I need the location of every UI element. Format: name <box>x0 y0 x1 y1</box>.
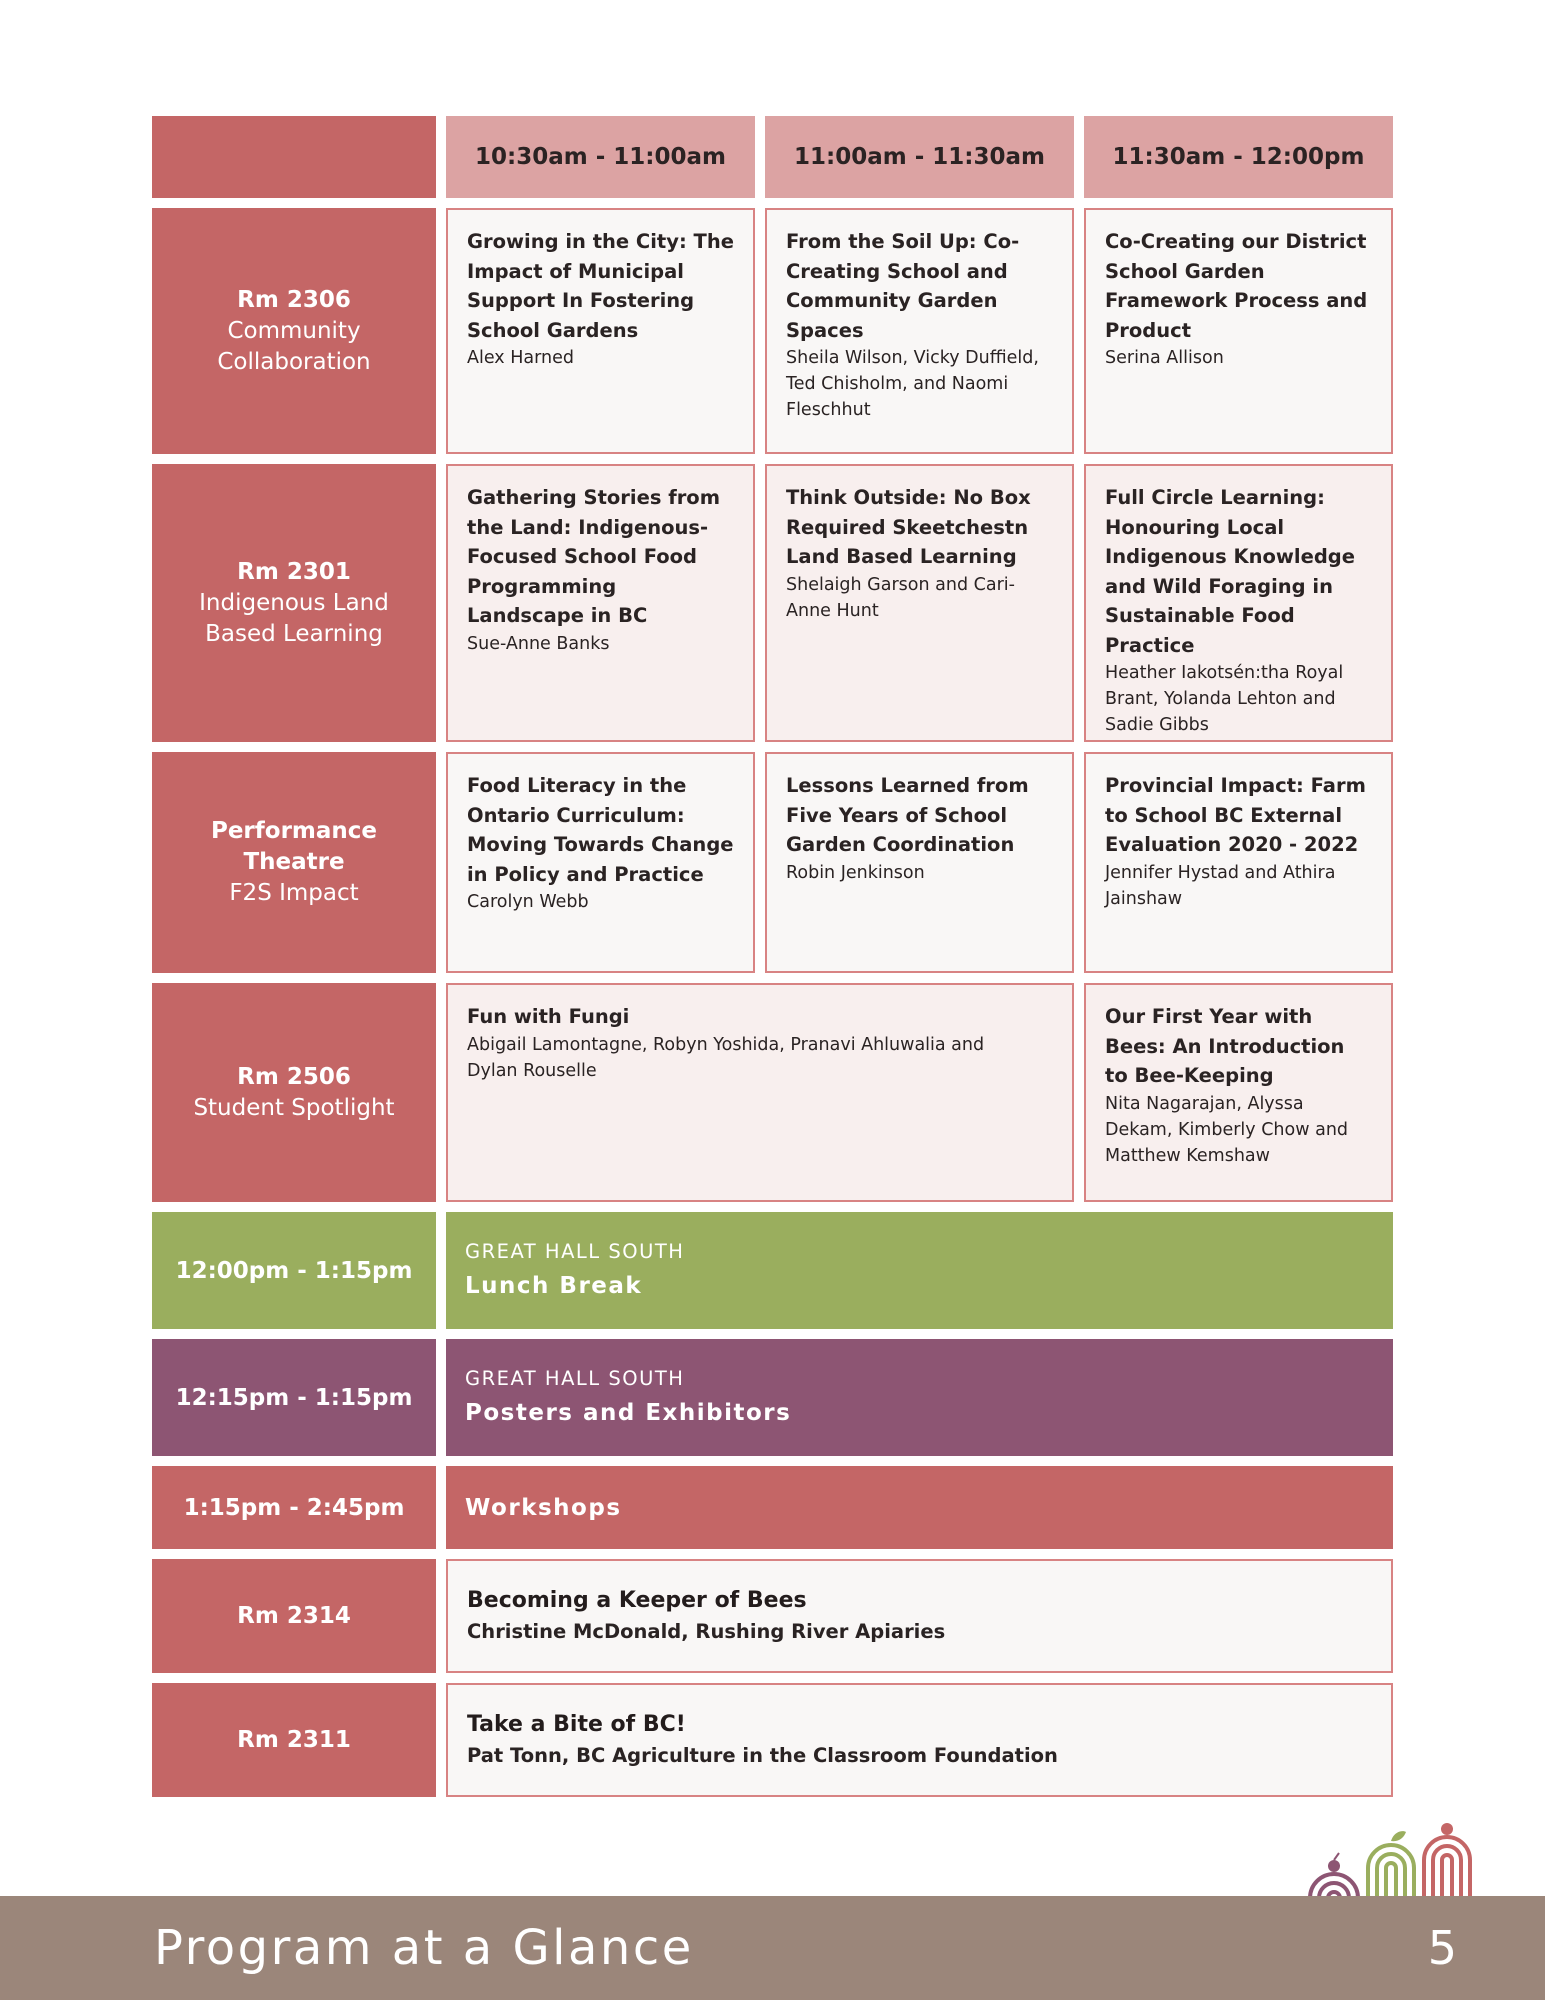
session-cell <box>446 983 1074 1202</box>
session-title: Food Literacy in the Ontario Curriculum: Moving Towards Change in Policy and Practice <box>467 774 734 886</box>
session-title: Co-Creating our District School Garden Framework Process and Product <box>1105 230 1368 342</box>
session-title: From the Soil Up: Co-Creating School and Community Garden Spaces <box>786 230 1020 342</box>
session-cell <box>1084 983 1393 1202</box>
room-label <box>152 464 436 742</box>
room-code: Rm 2311 <box>237 1726 351 1753</box>
room-track: Based Learning <box>205 620 383 647</box>
page-number: 5 <box>1427 1921 1457 1975</box>
page-footer <box>0 1896 1545 2000</box>
program-grid <box>152 116 1393 1797</box>
room-code: Rm 2306 <box>237 286 351 313</box>
workshop-cell <box>446 1683 1393 1797</box>
room-code: Rm 2314 <box>237 1602 351 1629</box>
workshop-presenter: Christine McDonald, Rushing River Apiaries <box>467 1620 946 1643</box>
posters-time: 12:15pm - 1:15pm <box>152 1339 436 1456</box>
session-cell <box>1084 464 1393 742</box>
session-speakers: Carolyn Webb <box>467 892 589 912</box>
session-title: Provincial Impact: Farm to School BC External Evaluation 2020 - 2022 <box>1105 774 1366 856</box>
room-label <box>152 1559 436 1673</box>
lunch-location: GREAT HALL SOUTH <box>465 1239 685 1263</box>
workshops-time: 1:15pm - 2:45pm <box>152 1466 436 1549</box>
room-label <box>152 1683 436 1797</box>
workshop-title: Becoming a Keeper of Bees <box>467 1588 807 1613</box>
header-corner-cell <box>152 116 436 198</box>
session-speakers: Sheila Wilson, Vicky Duffield, Ted Chisholm, and Naomi Fleschhut <box>786 348 1039 420</box>
posters-band <box>446 1339 1393 1456</box>
session-speakers: Robin Jenkinson <box>786 862 925 883</box>
lunch-title: Lunch Break <box>465 1272 643 1299</box>
room-label <box>152 208 436 454</box>
time-slot-header: 11:30am - 12:00pm <box>1084 116 1393 198</box>
time-slot-header: 11:00am - 11:30am <box>765 116 1074 198</box>
room-code: Performance <box>210 818 378 844</box>
session-speakers: Alex Harned <box>467 348 574 368</box>
session-cell <box>765 208 1074 454</box>
session-cell <box>765 464 1074 742</box>
session-title: Lessons Learned from Five Years of School Garden Coordination <box>786 774 1029 856</box>
room-code: Rm 2506 <box>237 1063 351 1090</box>
session-speakers: Jennifer Hystad and Athira Jainshaw <box>1105 862 1336 909</box>
room-label <box>152 752 436 973</box>
session-cell <box>765 752 1074 973</box>
room-track: F2S Impact <box>229 880 359 906</box>
session-cell <box>446 208 755 454</box>
session-cell <box>1084 752 1393 973</box>
room-code: Rm 2301 <box>237 558 351 585</box>
posters-title: Posters and Exhibitors <box>465 1399 792 1426</box>
session-cell <box>446 752 755 973</box>
session-speakers: Heather Iakotsén:tha Royal Brant, Yolanda Lehton and Sadie Gibbs <box>1105 663 1344 735</box>
session-title: Our First Year with Bees: An Introduction to Bee-Keeping <box>1105 1005 1345 1087</box>
lunch-time: 12:00pm - 1:15pm <box>152 1212 436 1329</box>
room-track: Student Spotlight <box>193 1094 395 1121</box>
session-speakers: Nita Nagarajan, Alyssa Dekam, Kimberly Chow and Matthew Kemshaw <box>1105 1093 1349 1166</box>
room-track: Community <box>227 317 361 344</box>
session-title: Growing in the City: The Impact of Municipal Support In Fostering School Gardens <box>467 230 734 342</box>
posters-location: GREAT HALL SOUTH <box>465 1366 685 1390</box>
session-title: Full Circle Learning: Honouring Local Indigenous Knowledge and Wild Foraging in Sustainable Food Practice <box>1105 486 1355 657</box>
room-track: Indigenous Land <box>199 589 389 616</box>
workshop-presenter: Pat Tonn, BC Agriculture in the Classroom Foundation <box>467 1744 1058 1767</box>
room-label <box>152 983 436 1202</box>
time-slot-header: 10:30am - 11:00am <box>446 116 755 198</box>
session-title: Fun with Fungi <box>467 1005 630 1028</box>
session-speakers: Shelaigh Garson and Cari-Anne Hunt <box>786 574 1015 621</box>
lunch-band <box>446 1212 1393 1329</box>
arches-logo-icon <box>1306 1820 1476 1898</box>
session-cell <box>1084 208 1393 454</box>
room-code: Theatre <box>243 849 345 875</box>
workshop-cell <box>446 1559 1393 1673</box>
session-cell <box>446 464 755 742</box>
workshops-band <box>446 1466 1393 1549</box>
workshop-title: Take a Bite of BC! <box>467 1712 686 1737</box>
session-speakers: Sue-Anne Banks <box>467 633 610 654</box>
footer-title: Program at a Glance <box>154 1920 694 1976</box>
session-title: Gathering Stories from the Land: Indigenous-Focused School Food Programming Landscape in BC <box>467 486 721 627</box>
workshops-title: Workshops <box>465 1494 622 1521</box>
session-speakers: Serina Allison <box>1105 348 1224 368</box>
session-title: Think Outside: No Box Required Skeetchestn Land Based Learning <box>786 486 1031 568</box>
session-speakers: Abigail Lamontagne, Robyn Yoshida, Pranavi Ahluwalia and Dylan Rouselle <box>467 1034 985 1081</box>
room-track: Collaboration <box>217 348 371 375</box>
